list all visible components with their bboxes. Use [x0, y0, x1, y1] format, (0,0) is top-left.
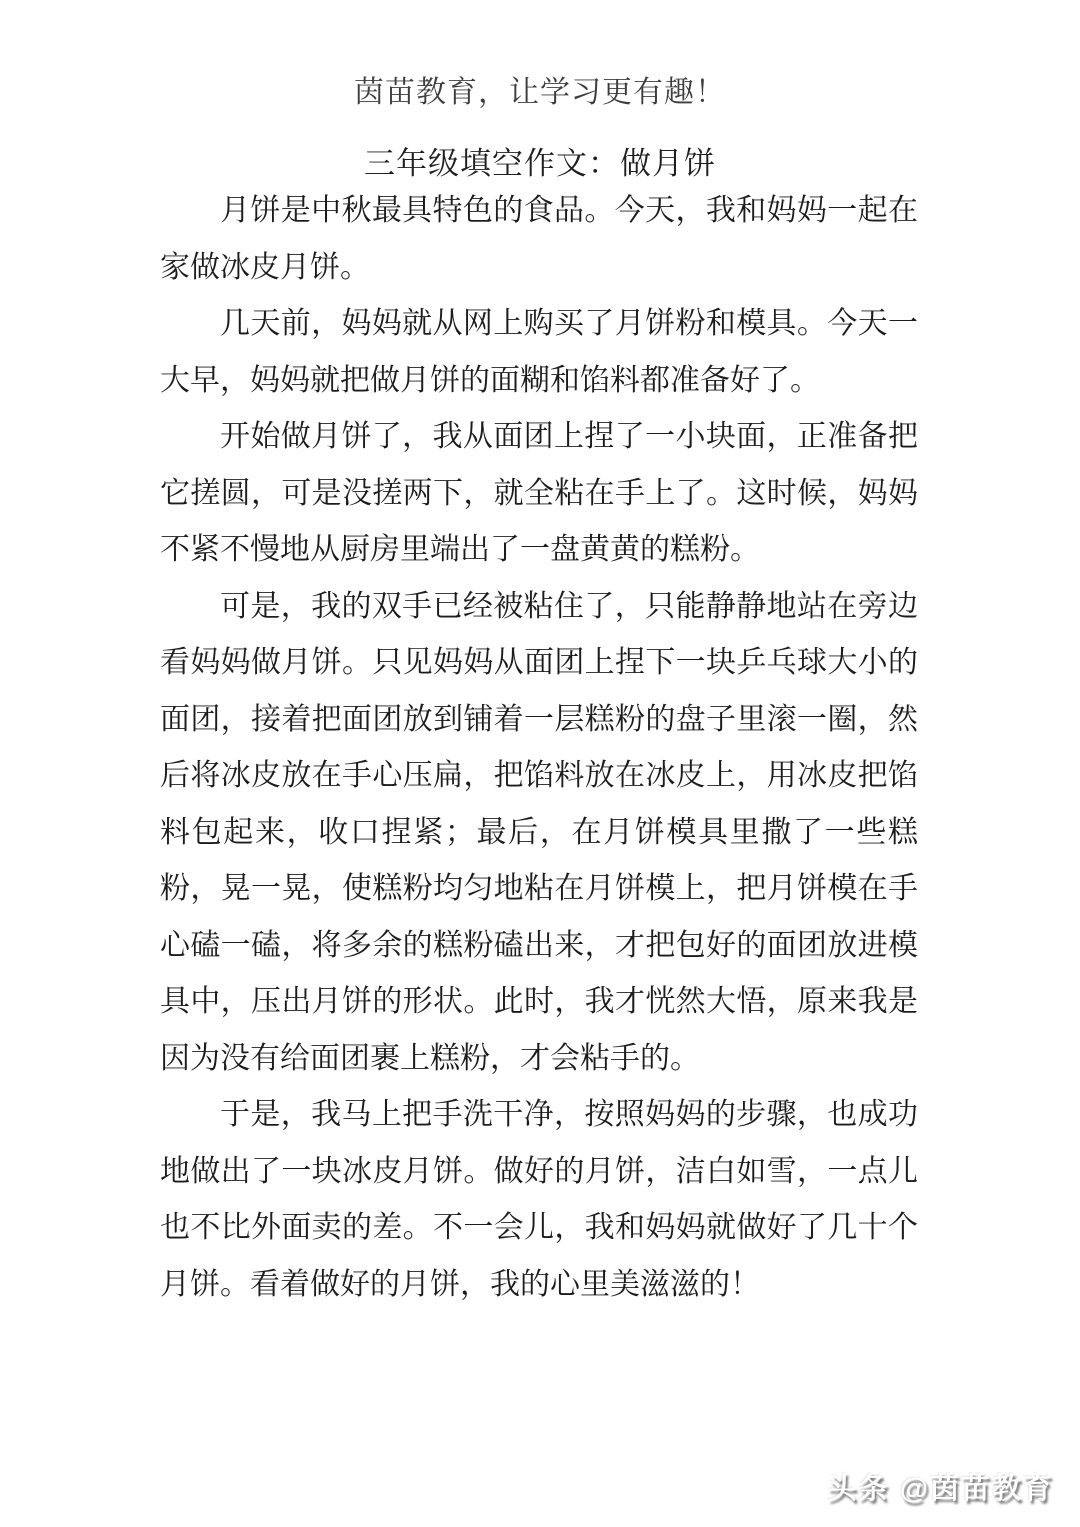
essay-title: 三年级填空作文：做月饼 — [364, 146, 716, 181]
toutiao-watermark: 头条 @茵苗教育 — [827, 1473, 1054, 1505]
essay-paragraph-5: 于是，我马上把手洗干净，按照妈妈的步骤，也成功地做出了一块冰皮月饼。做好的月饼，洁白如雪，一点儿也不比外面卖的差。不一会儿，我和妈妈就做好了几十个月饼。看着做好的月饼，我的心里美滋滋的！ — [160, 1098, 918, 1301]
site-slogan: 茵苗教育，让学习更有趣！ — [354, 76, 726, 109]
essay-paragraph-2: 几天前，妈妈就从网上购买了月饼粉和模具。今天一大早，妈妈就把做月饼的面糊和馅料都准备好了。 — [160, 307, 918, 397]
essay-paragraph-3: 开始做月饼了，我从面团上捏了一小块面，正准备把它搓圆，可是没搓两下，就全粘在手上了。这时候，妈妈不紧不慢地从厨房里端出了一盘黄黄的糕粉。 — [160, 420, 918, 566]
essay-body — [160, 183, 918, 1313]
essay-paragraph-4: 可是，我的双手已经被粘住了，只能静静地站在旁边看妈妈做月饼。只见妈妈从面团上捏下一块乒乓球大小的面团，接着把面团放到铺着一层糕粉的盘子里滚一圈，然后将冰皮放在手心压扁，把馅料放在冰皮上，用冰皮把馅料包起来，收口捏紧；最后，在月饼模具里撒了一些糕粉，晃一晃，使糕粉均匀地粘在月饼模上，把月饼模在手心磕一磕，将多余的糕粉磕出来，才把包好的面团放进模具中，压出月饼的形状。此时，我才恍然大悟，原来我是因为没有给面团裹上糕粉，才会粘手的。 — [160, 589, 918, 1075]
essay-paragraph-1: 月饼是中秋最具特色的食品。今天，我和妈妈一起在家做冰皮月饼。 — [160, 194, 918, 284]
